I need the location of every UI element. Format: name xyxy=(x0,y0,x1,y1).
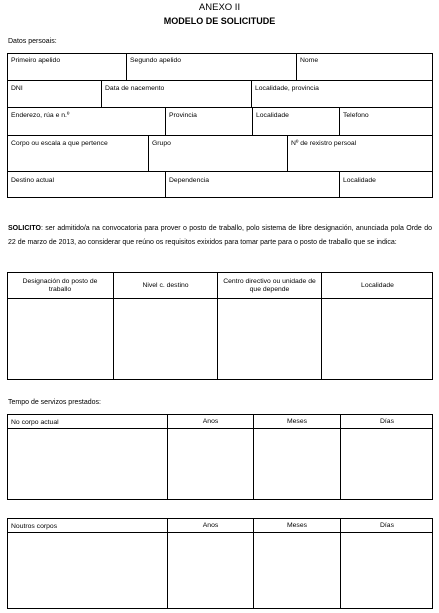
annex-label: ANEXO II xyxy=(198,2,241,13)
months-cell[interactable] xyxy=(254,534,339,608)
second-surname-field[interactable]: Segundo apelido xyxy=(130,57,182,64)
table-header-divider xyxy=(7,532,433,533)
days-cell[interactable] xyxy=(341,430,432,499)
address-field[interactable]: Enderezo, rúa e n.º xyxy=(11,112,70,119)
other-bodies-header: Noutros corpos xyxy=(11,523,58,530)
post-designation-header: Designación do posto de traballo xyxy=(22,278,98,293)
current-body-cell[interactable] xyxy=(8,430,166,499)
town-field[interactable]: Localidade xyxy=(256,112,289,119)
body-scale-field[interactable]: Corpo ou escala a que pertence xyxy=(11,140,108,147)
years-header: Anos xyxy=(202,521,219,529)
dependency-field[interactable]: Dependencia xyxy=(169,177,210,184)
months-cell[interactable] xyxy=(254,430,339,499)
province-field[interactable]: Provincia xyxy=(169,112,197,119)
current-body-header: No corpo actual xyxy=(11,419,59,426)
row-divider xyxy=(7,171,433,172)
request-paragraph xyxy=(8,222,432,249)
years-header: Anos xyxy=(202,417,219,425)
post-table-header-divider xyxy=(7,298,433,299)
dni-field[interactable]: DNI xyxy=(11,85,23,92)
current-post-field[interactable]: Destino actual xyxy=(11,177,55,184)
table-header-divider xyxy=(7,428,433,429)
birth-place-field[interactable]: Localidade, provincia xyxy=(255,85,319,92)
first-surname-field[interactable]: Primeiro apelido xyxy=(11,57,61,64)
months-header: Meses xyxy=(286,417,308,425)
days-cell[interactable] xyxy=(341,534,432,608)
directive-center-header: Centro directivo ou unidade de que depende xyxy=(223,278,316,293)
service-time-label: Tempo de servizos prestados: xyxy=(8,399,101,406)
years-cell[interactable] xyxy=(168,534,252,608)
row-divider xyxy=(7,107,433,108)
post-locality-cell[interactable] xyxy=(322,300,432,379)
days-header: Días xyxy=(380,521,394,529)
post-locality-header: Localidade xyxy=(361,281,394,289)
request-text: : ser admitido/a na convocatoria para prover o posto de traballo, polo sistema de libre designación, anunciada pola Orde do 22 de marzo de 2013, ao considerar que reúno os requisitos exixidos para tomar parte para o posto de traballo que se indica: xyxy=(8,225,432,246)
row-divider xyxy=(7,135,433,136)
form-title: MODELO DE SOLICITUDE xyxy=(163,16,276,26)
personal-registry-field[interactable]: Nº de rexistro persoal xyxy=(291,140,357,147)
group-field[interactable]: Grupo xyxy=(152,140,171,147)
months-header: Meses xyxy=(286,521,308,529)
birth-date-field[interactable]: Data de nacemento xyxy=(105,85,165,92)
destination-level-header: Nivel c. destino xyxy=(142,281,189,289)
destination-level-cell[interactable] xyxy=(114,300,216,379)
days-header: Días xyxy=(380,417,394,425)
post-designation-cell[interactable] xyxy=(8,300,112,379)
other-bodies-cell[interactable] xyxy=(8,534,166,608)
phone-field[interactable]: Telefono xyxy=(343,112,369,119)
personal-data-label: Datos persoais: xyxy=(8,38,57,45)
request-keyword: SOLICITO xyxy=(8,225,41,232)
years-cell[interactable] xyxy=(168,430,252,499)
row-divider xyxy=(7,80,433,81)
directive-center-cell[interactable] xyxy=(218,300,320,379)
name-field[interactable]: Nome xyxy=(300,57,319,64)
post-town-field[interactable]: Localidade xyxy=(343,177,376,184)
